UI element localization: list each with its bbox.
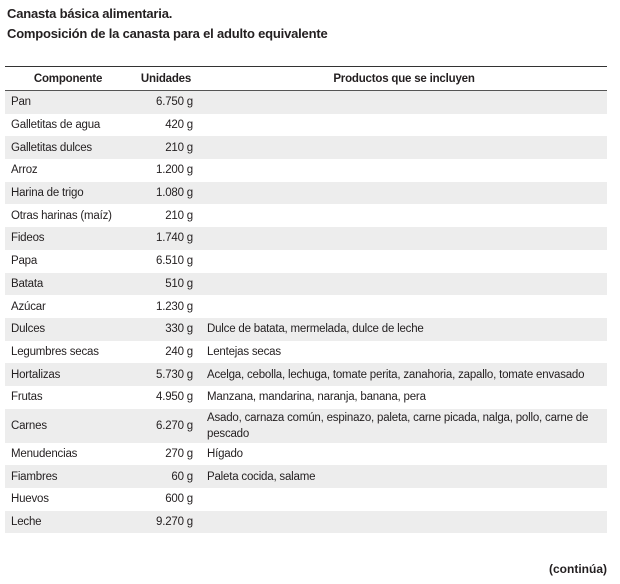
cell-productos — [201, 488, 607, 511]
column-header-unidades: Unidades — [131, 67, 201, 91]
cell-unidades: 6.750 g — [131, 91, 201, 114]
table-row — [5, 250, 607, 273]
cell-componente: Menudencias — [5, 443, 131, 466]
title-block — [7, 4, 327, 44]
table-row — [5, 295, 607, 318]
table-row — [5, 386, 607, 409]
cell-unidades: 600 g — [131, 488, 201, 511]
cell-productos — [201, 511, 607, 534]
table-row — [5, 273, 607, 296]
cell-componente: Galletitas de agua — [5, 114, 131, 137]
table-row — [5, 182, 607, 205]
cell-unidades: 1.080 g — [131, 182, 201, 205]
cell-unidades: 210 g — [131, 136, 201, 159]
table-header-row — [5, 67, 607, 91]
column-header-productos: Productos que se incluyen — [201, 67, 607, 91]
cell-componente: Legumbres secas — [5, 341, 131, 364]
cell-productos — [201, 295, 607, 318]
cell-unidades: 60 g — [131, 465, 201, 488]
cell-productos: Paleta cocida, salame — [201, 465, 607, 488]
cell-componente: Harina de trigo — [5, 182, 131, 205]
cell-unidades: 9.270 g — [131, 511, 201, 534]
composition-table-container — [5, 66, 607, 533]
table-body — [5, 91, 607, 534]
cell-productos — [201, 250, 607, 273]
table-row — [5, 341, 607, 364]
table-row — [5, 409, 607, 443]
cell-productos — [201, 114, 607, 137]
page-subtitle: Composición de la canasta para el adulto equivalente — [7, 26, 328, 41]
table-row — [5, 91, 607, 114]
cell-componente: Fideos — [5, 227, 131, 250]
cell-productos: Dulce de batata, mermelada, dulce de leche — [201, 318, 607, 341]
cell-unidades: 5.730 g — [131, 363, 201, 386]
cell-unidades: 1.200 g — [131, 159, 201, 182]
cell-componente: Carnes — [5, 409, 131, 443]
table-row — [5, 511, 607, 534]
cell-componente: Pan — [5, 91, 131, 114]
cell-unidades: 1.230 g — [131, 295, 201, 318]
column-header-componente: Componente — [5, 67, 131, 91]
cell-productos: Hígado — [201, 443, 607, 466]
cell-unidades: 330 g — [131, 318, 201, 341]
table-row — [5, 443, 607, 466]
cell-productos — [201, 273, 607, 296]
table-row — [5, 465, 607, 488]
cell-componente: Papa — [5, 250, 131, 273]
cell-unidades: 6.270 g — [131, 409, 201, 443]
cell-productos — [201, 204, 607, 227]
cell-componente: Batata — [5, 273, 131, 296]
cell-componente: Azúcar — [5, 295, 131, 318]
composition-table — [5, 66, 607, 533]
table-row — [5, 363, 607, 386]
table-row — [5, 204, 607, 227]
table-row — [5, 114, 607, 137]
cell-componente: Hortalizas — [5, 363, 131, 386]
cell-unidades: 1.740 g — [131, 227, 201, 250]
page-title: Canasta básica alimentaria. — [7, 6, 173, 21]
cell-productos — [201, 159, 607, 182]
table-row — [5, 318, 607, 341]
cell-componente: Dulces — [5, 318, 131, 341]
cell-productos: Manzana, mandarina, naranja, banana, pera — [201, 386, 607, 409]
cell-unidades: 420 g — [131, 114, 201, 137]
table-row — [5, 227, 607, 250]
cell-unidades: 210 g — [131, 204, 201, 227]
cell-componente: Otras harinas (maíz) — [5, 204, 131, 227]
cell-productos — [201, 227, 607, 250]
table-row — [5, 488, 607, 511]
cell-componente: Huevos — [5, 488, 131, 511]
cell-unidades: 6.510 g — [131, 250, 201, 273]
cell-componente: Fiambres — [5, 465, 131, 488]
cell-componente: Arroz — [5, 159, 131, 182]
cell-productos: Asado, carnaza común, espinazo, paleta, carne picada, nalga, pollo, carne de pescado — [201, 409, 607, 443]
cell-componente: Galletitas dulces — [5, 136, 131, 159]
cell-unidades: 4.950 g — [131, 386, 201, 409]
table-row — [5, 136, 607, 159]
cell-unidades: 240 g — [131, 341, 201, 364]
cell-productos — [201, 136, 607, 159]
table-row — [5, 159, 607, 182]
cell-productos — [201, 91, 607, 114]
cell-unidades: 510 g — [131, 273, 201, 296]
cell-productos — [201, 182, 607, 205]
continues-note: (continúa) — [549, 562, 607, 576]
cell-componente: Leche — [5, 511, 131, 534]
cell-productos: Lentejas secas — [201, 341, 607, 364]
cell-productos: Acelga, cebolla, lechuga, tomate perita, zanahoria, zapallo, tomate envasado — [201, 363, 607, 386]
cell-unidades: 270 g — [131, 443, 201, 466]
cell-componente: Frutas — [5, 386, 131, 409]
